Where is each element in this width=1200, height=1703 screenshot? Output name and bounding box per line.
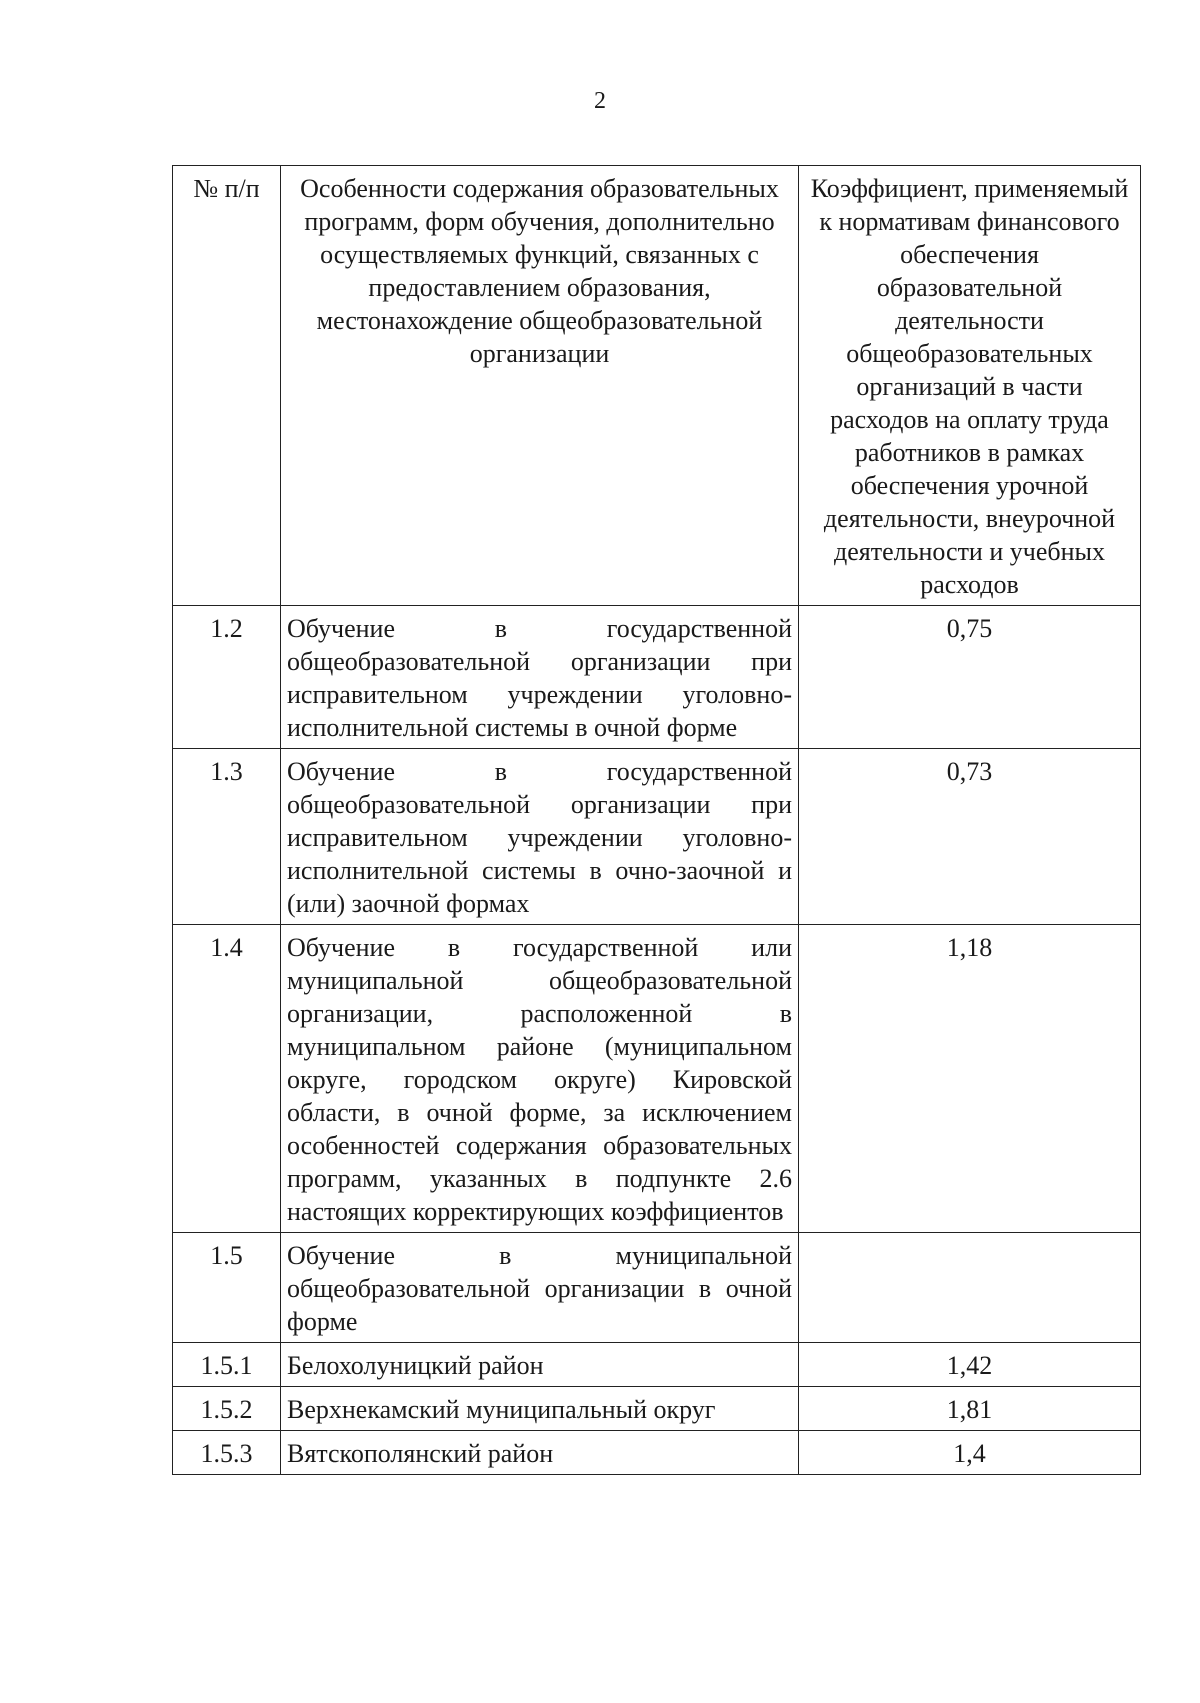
table-row: [173, 925, 1141, 1233]
row-coefficient: 0,73: [799, 749, 1141, 925]
row-description: Белохолуницкий район: [281, 1343, 799, 1387]
table-row: [173, 1233, 1141, 1343]
row-number: 1.5: [173, 1233, 281, 1343]
row-number: 1.3: [173, 749, 281, 925]
row-number: 1.5.2: [173, 1387, 281, 1431]
header-features: Особенности содержания образовательных программ, форм обучения, дополнительно осуществляемых функций, связанных с предоставлением образования, местонахождение общеобразовательной организации: [281, 166, 799, 606]
coefficients-table: [172, 165, 1141, 1475]
row-description: Вятскополянский район: [281, 1431, 799, 1475]
row-number: 1.4: [173, 925, 281, 1233]
table-row: [173, 749, 1141, 925]
row-coefficient: 1,4: [799, 1431, 1141, 1475]
row-coefficient: 1,42: [799, 1343, 1141, 1387]
row-coefficient: [799, 1233, 1141, 1343]
row-description: Обучение в государственной или муниципальной общеобразовательной организации, расположенной в муниципальном районе (муниципальном округе, городском округе) Кировской области, в очной форме, за исключением особенностей содержания образовательных программ, указанных в подпункте 2.6 настоящих корректирующих коэффициентов: [281, 925, 799, 1233]
table-row: [173, 1387, 1141, 1431]
table-row: [173, 1431, 1141, 1475]
header-number: № п/п: [173, 166, 281, 606]
row-description: Обучение в государственной общеобразовательной организации при исправительном учреждении уголовно-исполнительной системы в очно-заочной и (или) заочной формах: [281, 749, 799, 925]
row-description: Обучение в муниципальной общеобразовательной организации в очной форме: [281, 1233, 799, 1343]
row-description: Обучение в государственной общеобразовательной организации при исправительном учреждении уголовно-исполнительной системы в очной форме: [281, 606, 799, 749]
table-row: [173, 1343, 1141, 1387]
row-coefficient: 0,75: [799, 606, 1141, 749]
table-header-row: [173, 166, 1141, 606]
row-number: 1.5.3: [173, 1431, 281, 1475]
table-row: [173, 606, 1141, 749]
row-number: 1.2: [173, 606, 281, 749]
row-coefficient: 1,18: [799, 925, 1141, 1233]
header-coefficient: Коэффициент, применяемый к нормативам финансового обеспечения образовательной деятельности общеобразовательных организаций в части расходов на оплату труда работников в рамках обеспечения урочной деятельности, внеурочной деятельности и учебных расходов: [799, 166, 1141, 606]
row-coefficient: 1,81: [799, 1387, 1141, 1431]
page-number: 2: [594, 88, 606, 114]
row-description: Верхнекамский муниципальный округ: [281, 1387, 799, 1431]
row-number: 1.5.1: [173, 1343, 281, 1387]
